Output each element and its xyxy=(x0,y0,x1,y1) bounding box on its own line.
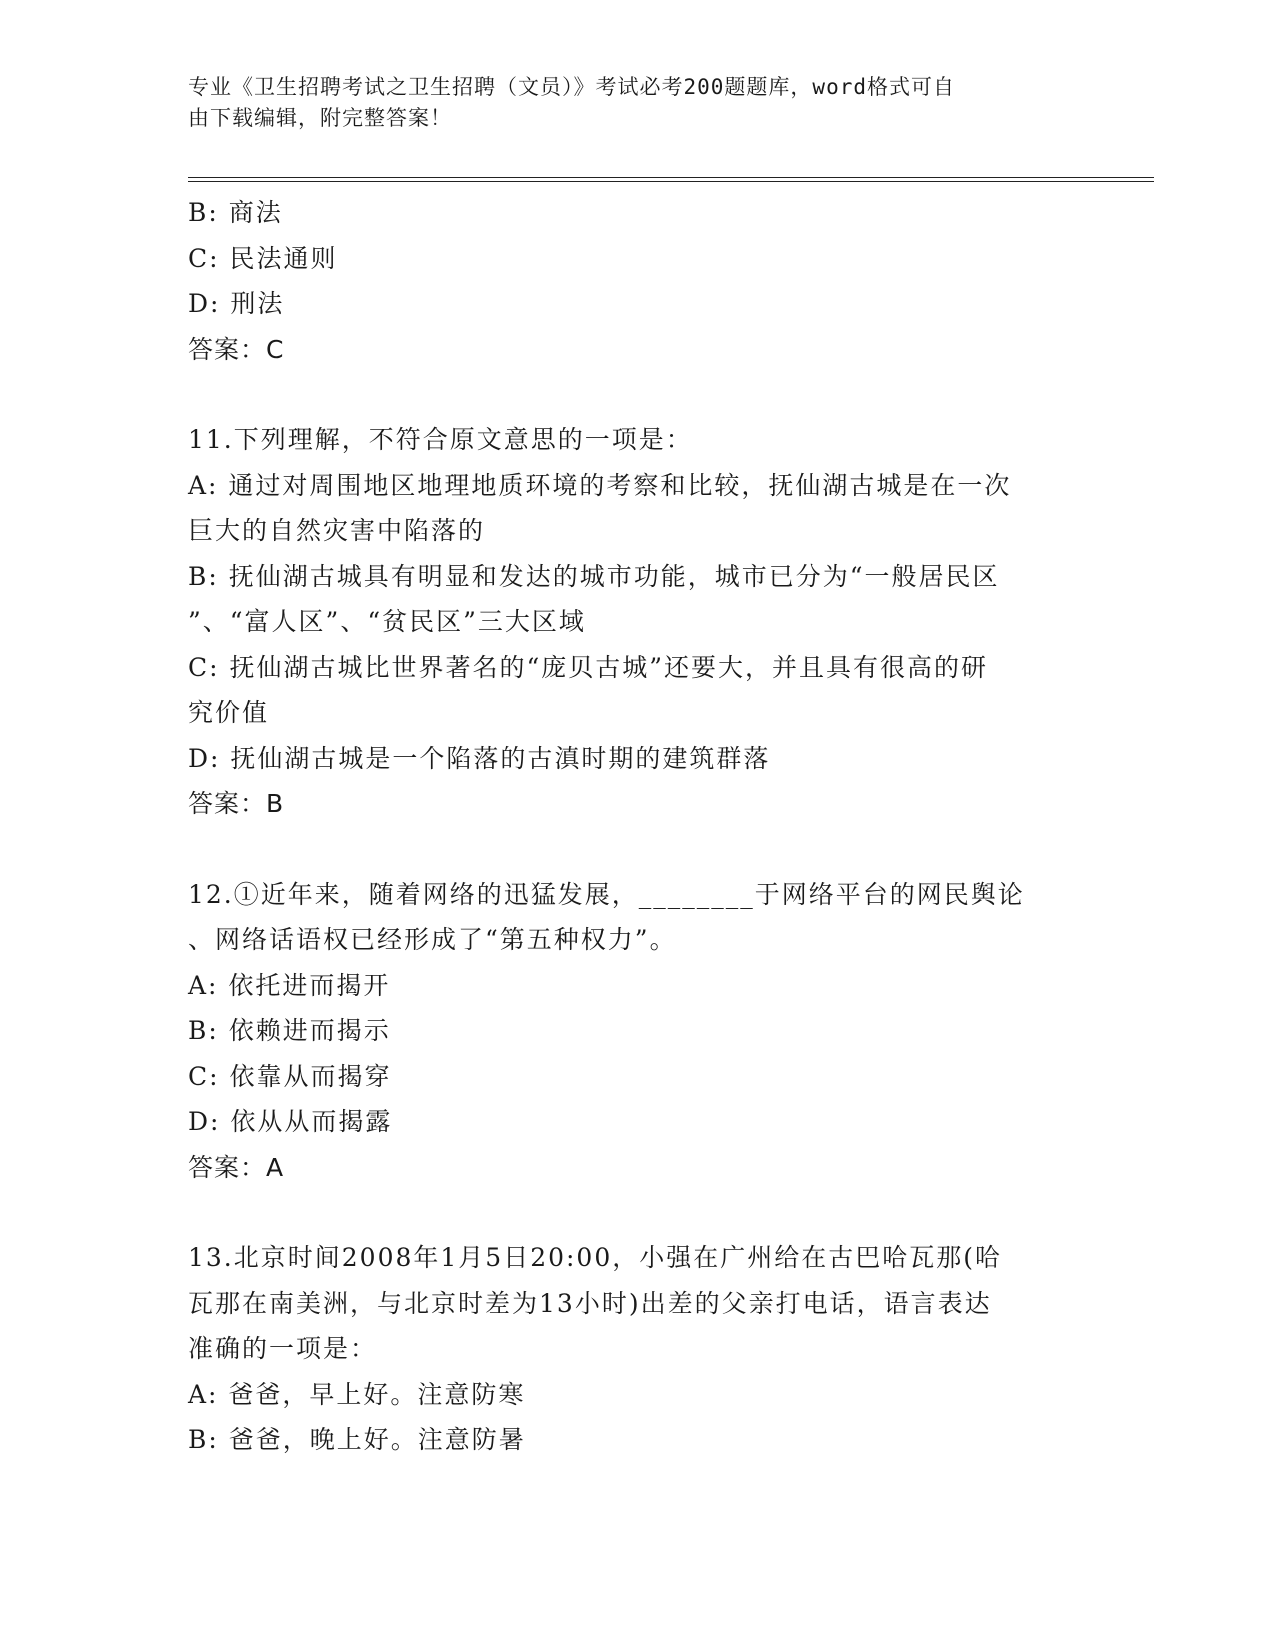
q12-stem-line-2: 、网络话语权已经形成了“第五种权力”。 xyxy=(188,925,677,954)
q10-option-c: C: 民法通则 xyxy=(188,243,338,273)
q11-option-a-line-2: 巨大的自然灾害中陷落的 xyxy=(188,516,486,545)
q11-answer: 答案：B xyxy=(188,789,285,818)
q11-stem: 11.下列理解，不符合原文意思的一项是： xyxy=(188,425,693,454)
spacer xyxy=(188,827,1068,872)
q12-option-c: C: 依靠从而揭穿 xyxy=(188,1061,392,1091)
q13-option-a: A: 爸爸，早上好。注意防寒 xyxy=(188,1379,526,1409)
q11-option-a-line-1: A: 通过对周围地区地理地质环境的考察和比较，抚仙湖古城是在一次 xyxy=(188,470,1012,500)
q10-option-d: D: 刑法 xyxy=(188,289,285,318)
document-header-line-1: 专业《卫生招聘考试之卫生招聘（文员）》考试必考200题题库，word格式可自 xyxy=(188,75,955,99)
q12-option-b: B: 依赖进而揭示 xyxy=(188,1016,391,1045)
q12-option-a: A: 依托进而揭开 xyxy=(188,970,391,1000)
spacer xyxy=(188,1190,1068,1235)
q12-stem-line-1: 12.①近年来，随着网络的迅猛发展，________于网络平台的网民舆论 xyxy=(188,879,1025,909)
q11-option-d: D: 抚仙湖古城是一个陷落的古滇时期的建筑群落 xyxy=(188,743,771,773)
spacer xyxy=(188,372,1068,417)
q12-answer: 答案：A xyxy=(188,1152,285,1182)
q13-stem-line-3: 准确的一项是： xyxy=(188,1334,378,1363)
q10-answer: 答案：C xyxy=(188,334,285,364)
header-divider xyxy=(188,177,1154,182)
document-page xyxy=(188,72,1068,1454)
q13-stem-line-2: 瓦那在南美洲，与北京时差为13小时)出差的父亲打电话，语言表达 xyxy=(188,1288,992,1318)
q10-option-b: B: 商法 xyxy=(188,198,283,227)
question-list xyxy=(188,190,1068,1463)
q11-option-c-line-2: 究价值 xyxy=(188,698,270,727)
q13-option-b: B: 爸爸，晚上好。注意防暑 xyxy=(188,1425,526,1454)
q11-option-b-line-1: B: 抚仙湖古城具有明显和发达的城市功能，城市已分为“一般居民区 xyxy=(188,561,1000,591)
q13-stem-line-1: 13.北京时间2008年1月5日20:00，小强在广州给在古巴哈瓦那(哈 xyxy=(188,1243,1002,1272)
document-header-line-2: 由下载编辑，附完整答案！ xyxy=(188,106,452,130)
q11-option-b-line-2: ”、“富人区”、“贫民区”三大区域 xyxy=(188,607,586,636)
q12-option-d: D: 依从从而揭露 xyxy=(188,1107,393,1136)
q11-option-c-line-1: C: 抚仙湖古城比世界著名的“庞贝古城”还要大，并且具有很高的研 xyxy=(188,652,989,682)
